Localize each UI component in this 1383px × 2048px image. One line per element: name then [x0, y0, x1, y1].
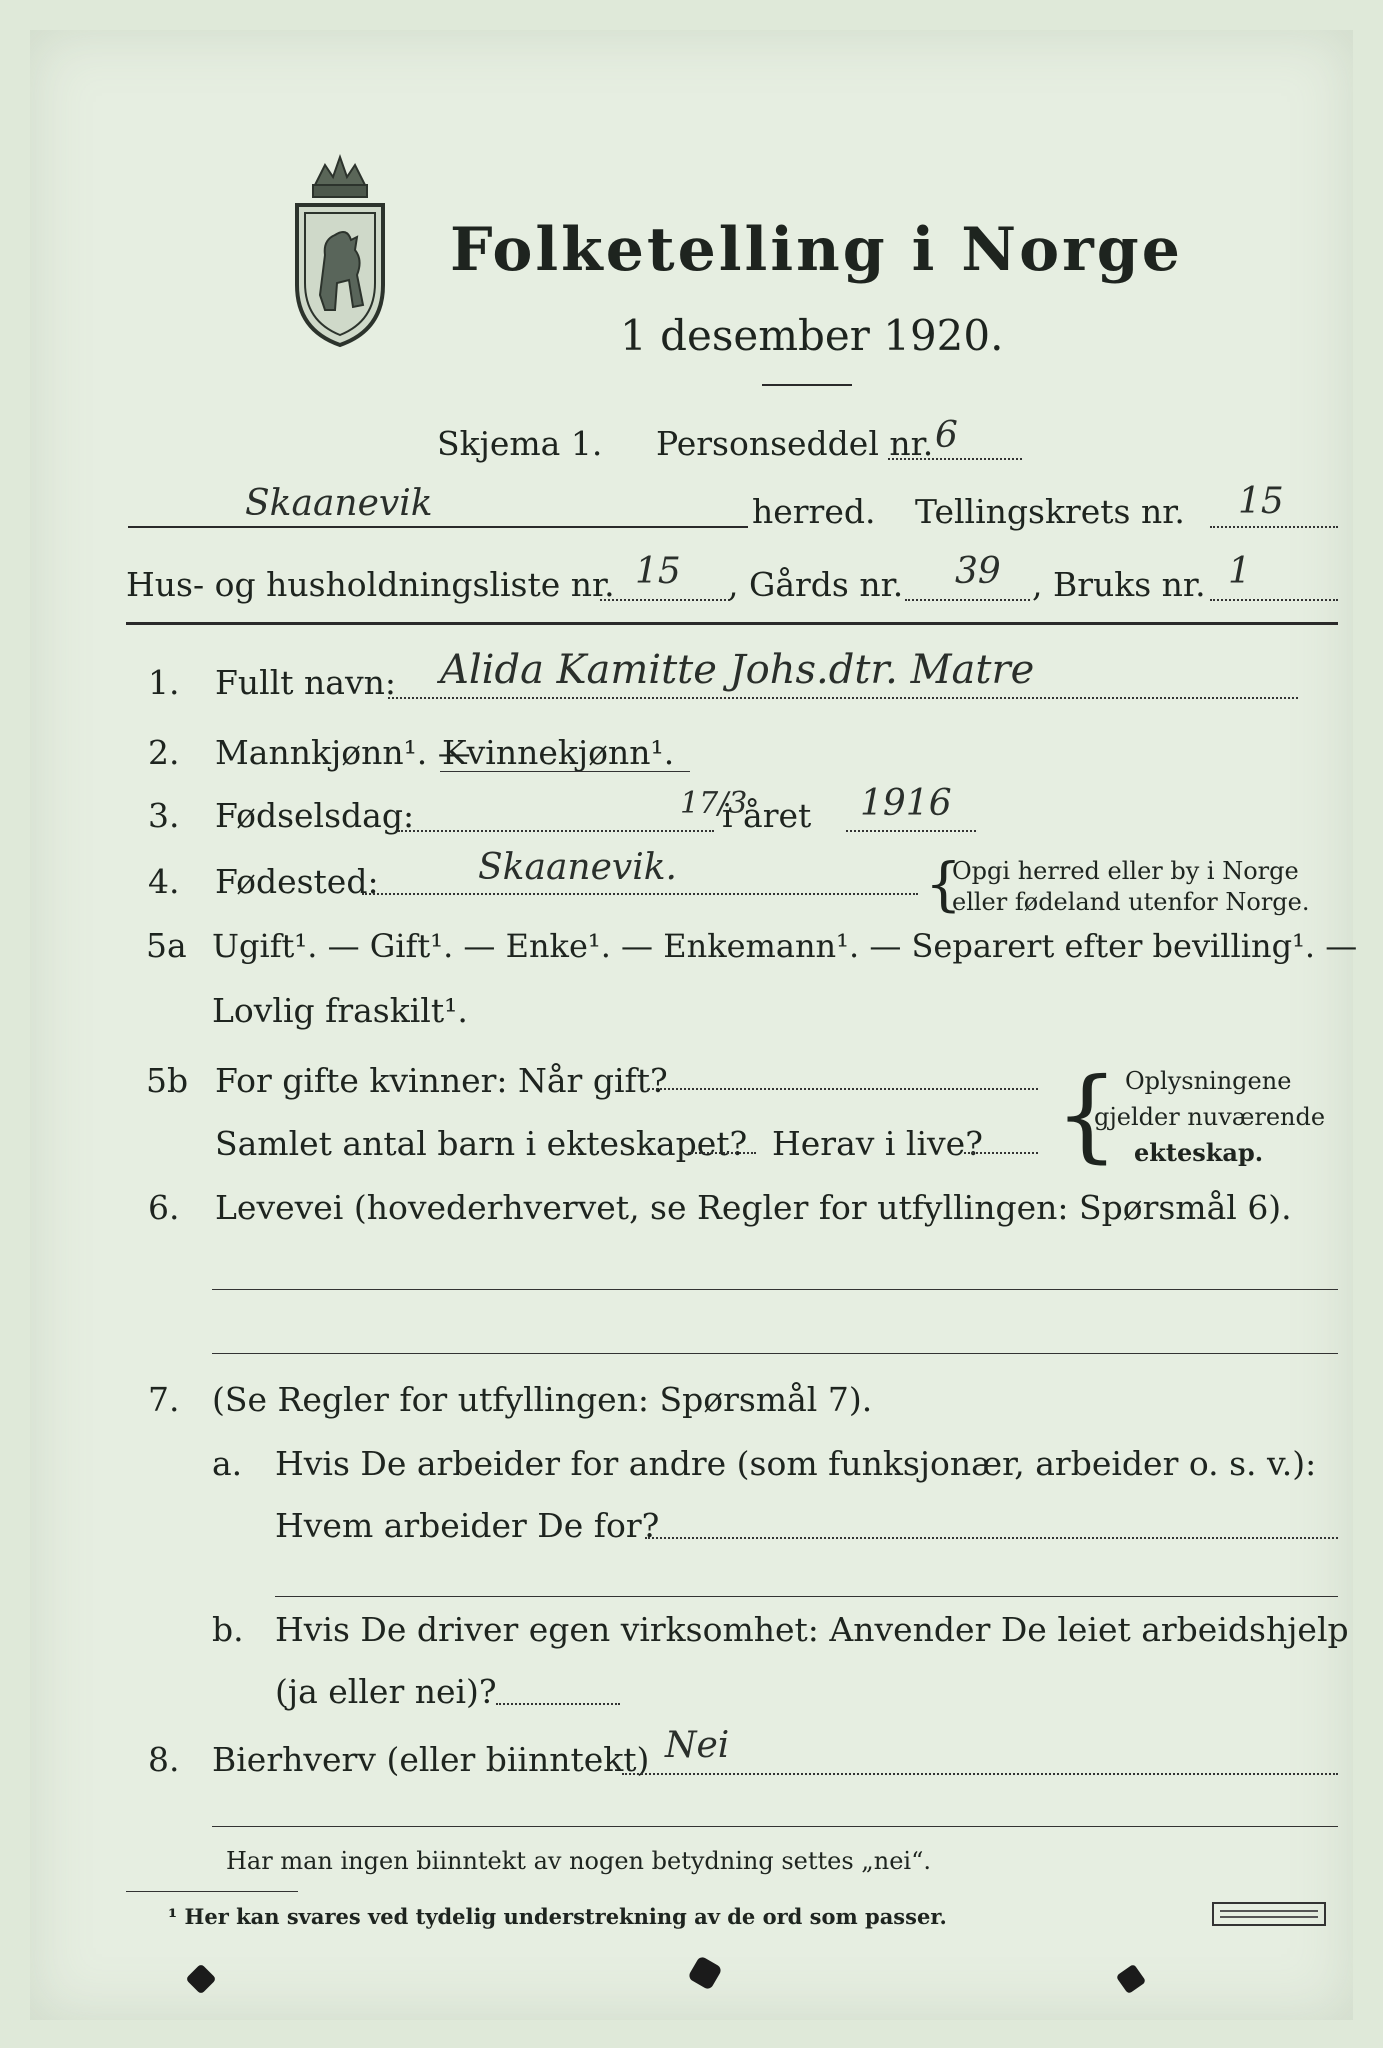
q6-answer-line1	[212, 1289, 1338, 1290]
q2-number: 2.	[148, 733, 180, 772]
q3-day-value: 17/3	[680, 786, 748, 821]
q7a-letter: a.	[212, 1444, 243, 1483]
q5b-alive-label: Herav i live?	[772, 1124, 983, 1163]
q4-line	[362, 893, 918, 895]
q7b-line2: (ja eller nei)?	[275, 1672, 497, 1711]
q2-female-underline	[440, 771, 690, 772]
q7a-line2: Hvem arbeider De for?	[275, 1506, 660, 1545]
hus-value: 15	[635, 551, 681, 592]
q4-number: 4.	[148, 862, 180, 901]
q7b-letter: b.	[212, 1610, 244, 1649]
q5b-note-line3: ekteskap.	[1134, 1138, 1264, 1167]
q5a-options-line1: Ugift¹. — Gift¹. — Enke¹. — Enkemann¹. — Separert efter bevilling¹. —	[212, 927, 1358, 965]
q6-number: 6.	[148, 1188, 180, 1227]
header-divider	[126, 622, 1338, 625]
q3-label: Fødselsdag:	[215, 796, 415, 835]
q7-label: (Se Regler for utfyllingen: Spørsmål 7).	[212, 1380, 873, 1419]
q4-note-brace: {	[925, 850, 962, 918]
q8-answer-line	[622, 1773, 1338, 1775]
tellingskrets-line	[1210, 526, 1338, 528]
tellingskrets-value: 15	[1238, 481, 1284, 522]
q2-male-option: Mannkjønn¹. —	[215, 733, 471, 772]
footnote: ¹ Her kan svares ved tydelig understrekning av de ord som passer.	[168, 1904, 947, 1929]
q8-number: 8.	[148, 1740, 180, 1779]
q5b-children-line	[688, 1152, 756, 1154]
no-income-note: Har man ingen biinntekt av nogen betydning settes „nei“.	[226, 1847, 931, 1875]
q8-label: Bierhverv (eller biinntekt)	[212, 1740, 650, 1779]
form-title: Folketelling i Norge	[450, 215, 1183, 285]
q3-year-value: 1916	[860, 783, 952, 824]
q7-number: 7.	[148, 1380, 180, 1419]
footnote-divider	[126, 1891, 298, 1892]
q5a-options-line2: Lovlig fraskilt¹.	[212, 991, 468, 1030]
q3-year-label: i året	[722, 796, 812, 835]
q1-label: Fullt navn:	[215, 663, 396, 702]
personseddel-line	[888, 458, 1022, 460]
q4-note-line2: eller fødeland utenfor Norge.	[952, 888, 1310, 916]
bruks-label: , Bruks nr.	[1032, 565, 1206, 604]
q1-line	[388, 697, 1298, 699]
q4-value: Skaanevik.	[478, 847, 678, 888]
q1-number: 1.	[148, 663, 180, 702]
q3-year-line	[846, 830, 976, 832]
gaards-label: , Gårds nr.	[728, 565, 904, 604]
q5a-number: 5a	[146, 926, 187, 965]
q5b-when-married-label: For gifte kvinner: Når gift?	[215, 1061, 668, 1100]
q5b-note-line1: Oplysningene	[1125, 1067, 1292, 1095]
personseddel-label: Personseddel nr.	[656, 424, 934, 463]
q5b-alive-line	[964, 1152, 1038, 1154]
q7a-answer-line	[645, 1537, 1338, 1539]
hus-line	[600, 599, 730, 601]
printer-stamp	[1212, 1902, 1326, 1926]
gaards-line	[905, 599, 1030, 601]
q7a-line1: Hvis De arbeider for andre (som funksjonær, arbeider o. s. v.):	[275, 1444, 1317, 1483]
personseddel-value: 6	[935, 415, 958, 456]
q7b-line1: Hvis De driver egen virksomhet: Anvender De leiet arbeidshjelp	[275, 1610, 1349, 1649]
q5b-note-brace: {	[1055, 1056, 1119, 1173]
gaards-value: 39	[955, 551, 1001, 592]
q4-label: Fødested:	[215, 862, 379, 901]
q1-value: Alida Kamitte Johs.dtr. Matre	[440, 647, 1035, 693]
q5b-number: 5b	[146, 1061, 189, 1100]
q6-label: Levevei (hovederhvervet, se Regler for utfyllingen: Spørsmål 6).	[215, 1188, 1292, 1227]
norwegian-coat-of-arms-icon	[285, 145, 395, 350]
tellingskrets-label: Tellingskrets nr.	[915, 492, 1185, 531]
hus-label: Hus- og husholdningsliste nr.	[126, 565, 615, 604]
census-date: 1 desember 1920.	[620, 311, 1004, 360]
herred-line	[128, 526, 748, 528]
q4-note-line1: Opgi herred eller by i Norge	[952, 857, 1299, 885]
q7a-answer-line2	[275, 1596, 1338, 1597]
q7b-answer-line	[496, 1703, 620, 1705]
q5b-when-married-line	[648, 1088, 1038, 1090]
q3-number: 3.	[148, 796, 180, 835]
q6-answer-line2	[212, 1353, 1338, 1354]
q8-value: Nei	[665, 1725, 730, 1766]
title-divider	[762, 384, 852, 386]
q3-day-line	[398, 830, 714, 832]
q5b-children-label: Samlet antal barn i ekteskapet?	[215, 1124, 748, 1163]
q8-answer-line2	[212, 1826, 1338, 1827]
q5b-note-line2: gjelder nuværende	[1094, 1103, 1326, 1131]
q2-female-option: Kvinnekjønn¹.	[442, 733, 675, 772]
bruks-line	[1210, 599, 1338, 601]
herred-value: Skaanevik	[245, 483, 433, 524]
schema-label: Skjema 1.	[437, 424, 603, 463]
bruks-value: 1	[1228, 551, 1251, 592]
herred-label: herred.	[752, 492, 876, 531]
